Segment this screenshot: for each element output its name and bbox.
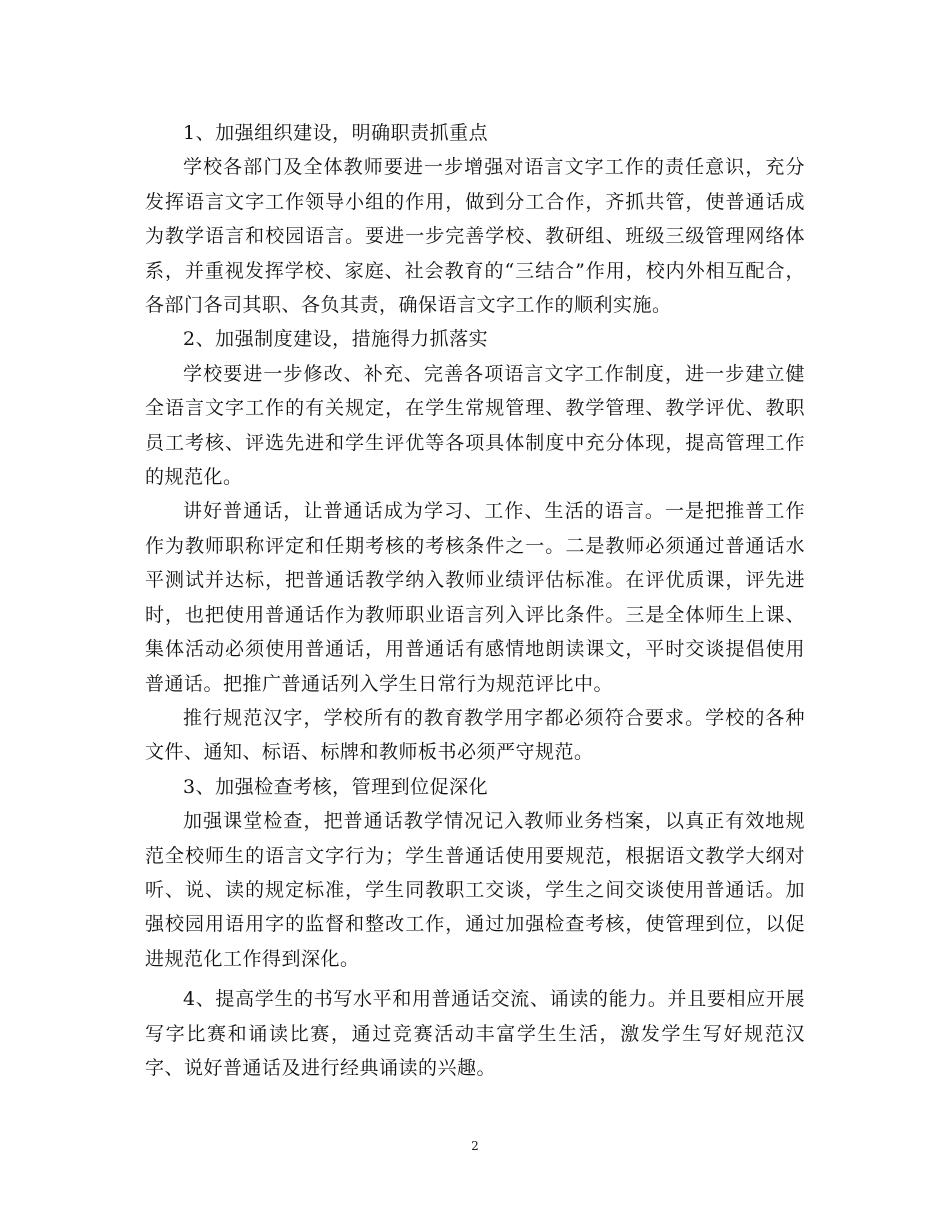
paragraph-6: 4、提高学生的书写水平和用普通话交流、诵读的能力。并且要相应开展写字比赛和诵读比赛，通过竞赛活动丰富学生生活，激发学生写好规范汉字、说好普通话及进行经典诵读的兴趣。 (145, 988, 805, 1079)
document-body (145, 116, 805, 1085)
paragraph-3: 讲好普通话，让普通话成为学习、工作、生活的语言。一是把推普工作作为教师职称评定和任期考核的考核条件之一。二是教师必须通过普通话水平测试并达标，把普通话教学纳入教师业绩评估标准。在评优质课，评先进时，也把使用普通话作为教师职业语言列入评比条件。三是全体师生上课、集体活动必须使用普通话，用普通话有感情地朗读课文，平时交谈提倡使用普通话。把推广普通话列入学生日常行为规范评比中。 (145, 500, 805, 695)
paragraph-1: 学校各部门及全体教师要进一步增强对语言文字工作的责任意识，充分发挥语言文字工作领导小组的作用，做到分工合作，齐抓共管，使普通话成为教学语言和校园语言。要进一步完善学校、教研组、班级三级管理网络体系，并重视发挥学校、家庭、社会教育的“三结合”作用，校内外相互配合，各部门各司其职、各负其责，确保语言文字工作的顺利实施。 (145, 156, 805, 317)
section-heading-2: 2、加强制度建设，措施得力抓落实 (183, 328, 489, 351)
section-heading-1: 1、加强组织建设，明确职责抓重点 (183, 122, 489, 144)
page-number: 2 (471, 1139, 479, 1153)
paragraph-2: 学校要进一步修改、补充、完善各项语言文字工作制度，进一步建立健全语言文字工作的有关规定，在学生常规管理、教学管理、教学评优、教职员工考核、评选先进和学生评优等各项具体制度中充分体现，提高管理工作的规范化。 (145, 362, 805, 489)
section-heading-3: 3、加强检查考核，管理到位促深化 (183, 775, 489, 798)
paragraph-5: 加强课堂检查，把普通话教学情况记入教师业务档案，以真正有效地规范全校师生的语言文字行为；学生普通话使用要规范，根据语文教学大纲对听、说、读的规定标准，学生同教职工交谈，学生之间交谈使用普通话。加强校园用语用字的监督和整改工作，通过加强检查考核，使管理到位，以促进规范化工作得到深化。 (145, 810, 805, 970)
paragraph-4: 推行规范汉字，学校所有的教育教学用字都必须符合要求。学校的各种文件、通知、标语、标牌和教师板书必须严守规范。 (145, 706, 805, 764)
